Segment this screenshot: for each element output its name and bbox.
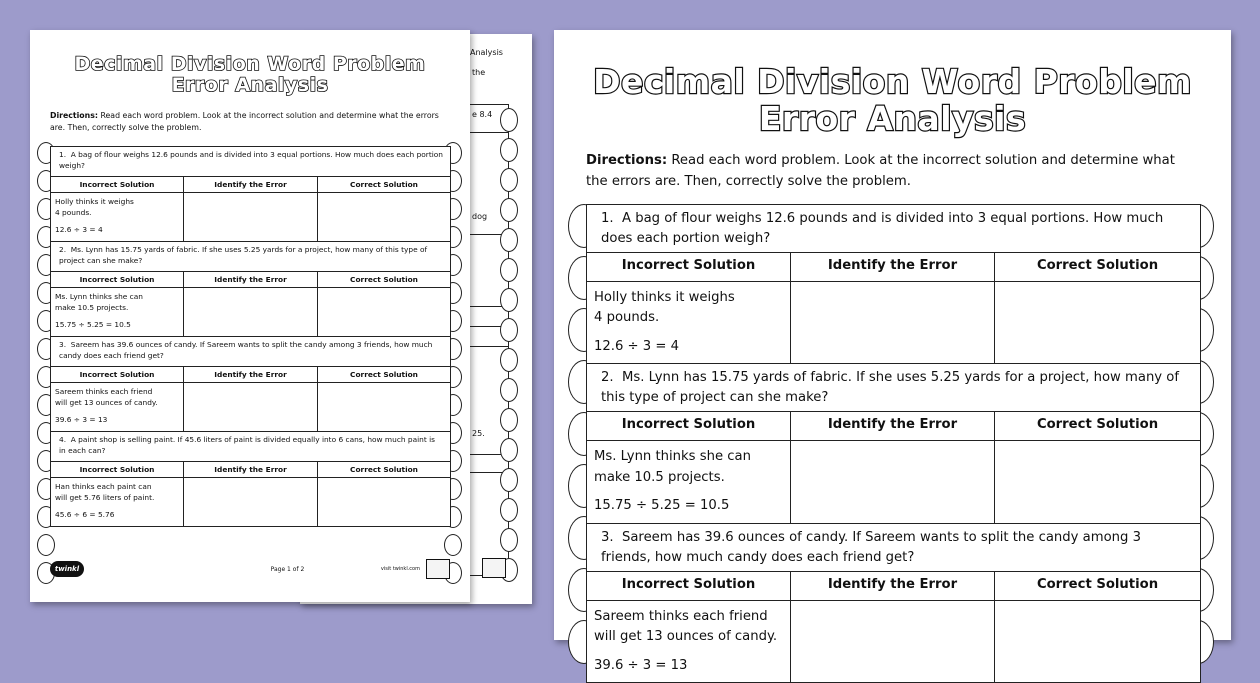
back-scallops (500, 104, 520, 584)
claim-line-2: will get 13 ounces of candy. (594, 629, 778, 645)
claim-line-2: make 10.5 projects. (55, 303, 129, 313)
col-identify-error: Identify the Error (184, 177, 318, 193)
header-row (587, 571, 1201, 600)
worksheet-zoomed-page (554, 30, 1231, 673)
website-link[interactable]: visit twinkl.com (380, 566, 420, 572)
header-row (51, 462, 451, 478)
work-line: 45.6 ÷ 6 = 5.76 (55, 510, 115, 520)
col-correct-solution: Correct Solution (995, 571, 1201, 600)
directions (50, 110, 450, 133)
question-row (51, 147, 451, 177)
back-fragment-e84: e 8.4 (472, 110, 493, 119)
scallop (444, 534, 462, 556)
col-incorrect-solution: Incorrect Solution (587, 571, 791, 600)
question-number: 2. (59, 245, 67, 254)
work-line: 15.75 ÷ 5.25 = 10.5 (594, 498, 730, 514)
col-incorrect-solution: Incorrect Solution (587, 412, 791, 441)
identify-error-cell[interactable] (184, 478, 318, 527)
worksheet-thumbnail-page (30, 30, 470, 602)
directions-large (586, 150, 1200, 192)
scallop (500, 528, 518, 552)
col-identify-error: Identify the Error (184, 462, 318, 478)
back-badge-icon (482, 558, 506, 578)
scallop (500, 108, 518, 132)
col-correct-solution: Correct Solution (318, 272, 451, 288)
question-number: 2. (601, 370, 614, 386)
col-correct-solution: Correct Solution (995, 253, 1201, 282)
back-fragment-analysis: Analysis (470, 48, 503, 57)
identify-error-cell[interactable] (184, 193, 318, 242)
scallop (500, 258, 518, 282)
scallop (500, 468, 518, 492)
col-incorrect-solution: Incorrect Solution (51, 462, 184, 478)
answer-row (587, 282, 1201, 364)
question-text: A bag of flour weighs 12.6 pounds and is divided into 3 equal portions. How much does each portion weigh? (601, 211, 1164, 246)
work-line: 39.6 ÷ 3 = 13 (55, 415, 108, 425)
problems-table-large-viewport (586, 204, 1200, 673)
question-row (587, 364, 1201, 412)
scallop (500, 348, 518, 372)
scallop (500, 138, 518, 162)
answer-row (51, 193, 451, 242)
scallop (500, 378, 518, 402)
scallop (500, 408, 518, 432)
back-fragment-dog: dog (472, 212, 488, 221)
claim-line-1: Holly thinks it weighs (55, 197, 134, 206)
col-incorrect-solution: Incorrect Solution (587, 253, 791, 282)
claim-line-1: Han thinks each paint can (55, 482, 152, 491)
work-line: 39.6 ÷ 3 = 13 (594, 657, 688, 673)
question-number: 3. (601, 529, 614, 545)
col-incorrect-solution: Incorrect Solution (51, 367, 184, 383)
answer-row (587, 600, 1201, 682)
quality-badge-icon (426, 559, 450, 579)
identify-error-cell[interactable] (791, 441, 995, 523)
claim-line-2: will get 13 ounces of candy. (55, 398, 158, 408)
identify-error-cell[interactable] (791, 600, 995, 682)
scallop (500, 288, 518, 312)
question-text: Ms. Lynn has 15.75 yards of fabric. If she uses 5.25 yards for a project, how many of this type of project can she make? (601, 370, 1180, 406)
claim-line-2: make 10.5 projects. (594, 469, 725, 485)
answer-row (51, 288, 451, 337)
header-row (587, 253, 1201, 282)
correct-solution-cell[interactable] (318, 193, 451, 242)
question-row (587, 523, 1201, 571)
correct-solution-cell[interactable] (995, 600, 1201, 682)
question-row (51, 432, 451, 462)
question-text: Sareem has 39.6 ounces of candy. If Sareem wants to split the candy among 3 friends, how much candy does each friend get? (59, 340, 433, 360)
claim-line-2: 4 pounds. (55, 208, 92, 218)
correct-solution-cell[interactable] (995, 282, 1201, 364)
identify-error-cell[interactable] (791, 282, 995, 364)
col-correct-solution: Correct Solution (318, 177, 451, 193)
col-correct-solution: Correct Solution (995, 412, 1201, 441)
answer-row (51, 478, 451, 527)
question-text: A bag of flour weighs 12.6 pounds and is divided into 3 equal portions. How much does each portion weigh? (59, 150, 443, 170)
answer-row (587, 441, 1201, 523)
col-incorrect-solution: Incorrect Solution (51, 177, 184, 193)
correct-solution-cell[interactable] (995, 441, 1201, 523)
work-line: 15.75 ÷ 5.25 = 10.5 (55, 320, 131, 330)
header-row (51, 367, 451, 383)
question-number: 4. (59, 435, 67, 444)
back-fragment-the: the (472, 68, 486, 77)
col-identify-error: Identify the Error (791, 253, 995, 282)
title-line-2: Error Analysis (171, 74, 329, 97)
header-row (587, 412, 1201, 441)
back-fragment-25: 25. (472, 429, 485, 438)
problems-table-thumbnail (50, 146, 451, 527)
correct-solution-cell[interactable] (318, 288, 451, 337)
col-identify-error: Identify the Error (184, 272, 318, 288)
work-line: 12.6 ÷ 3 = 4 (55, 225, 103, 235)
claim-line-1: Sareem thinks each friend (55, 387, 153, 396)
title-line-1: Decimal Division Word Problem (74, 53, 426, 75)
col-identify-error: Identify the Error (791, 412, 995, 441)
question-row (51, 337, 451, 367)
page-title (30, 54, 470, 97)
claim-line-1: Ms. Lynn thinks she can (55, 292, 143, 301)
scallop (500, 438, 518, 462)
correct-solution-cell[interactable] (318, 383, 451, 432)
answer-row (51, 383, 451, 432)
twinkl-logo: twinkl (50, 561, 84, 577)
scallop (500, 498, 518, 522)
scallop (500, 318, 518, 342)
scallop (500, 168, 518, 192)
scallop (37, 534, 55, 556)
header-row (51, 272, 451, 288)
col-identify-error: Identify the Error (184, 367, 318, 383)
page-footer (50, 558, 450, 580)
directions-text: Read each word problem. Look at the incorrect solution and determine what the errors are. Then, correctly solve the problem. (586, 153, 1175, 190)
page-title-large (554, 64, 1231, 138)
claim-line-1: Holly thinks it weighs (594, 290, 735, 305)
identify-error-cell[interactable] (184, 383, 318, 432)
claim-line-1: Ms. Lynn thinks she can (594, 449, 751, 465)
claim-line-1: Sareem thinks each friend (594, 608, 768, 624)
question-text: A paint shop is selling paint. If 45.6 liters of paint is divided equally into 6 cans, how much paint is in each can? (59, 435, 436, 455)
col-identify-error: Identify the Error (791, 571, 995, 600)
scallop (500, 198, 518, 222)
header-row (51, 177, 451, 193)
scallop (500, 228, 518, 252)
identify-error-cell[interactable] (184, 288, 318, 337)
directions-label: Directions: (50, 111, 98, 120)
col-correct-solution: Correct Solution (318, 462, 451, 478)
question-text: Sareem has 39.6 ounces of candy. If Sareem wants to split the candy among 3 friends, how much candy does each friend get? (601, 529, 1141, 565)
problems-table-large (586, 204, 1201, 683)
question-row (587, 205, 1201, 253)
directions-text: Read each word problem. Look at the incorrect solution and determine what the errors are. Then, correctly solve the problem. (50, 111, 439, 132)
question-row (51, 242, 451, 272)
title-line-1: Decimal Division Word Problem (593, 62, 1192, 101)
page-number: Page 1 of 2 (270, 565, 305, 573)
work-line: 12.6 ÷ 3 = 4 (594, 338, 680, 354)
question-text: Ms. Lynn has 15.75 yards of fabric. If she uses 5.25 yards for a project, how many of this type of project can she make? (59, 245, 428, 265)
title-line-2: Error Analysis (758, 98, 1027, 138)
claim-line-2: will get 5.76 liters of paint. (55, 493, 155, 503)
question-number: 3. (59, 340, 67, 349)
col-correct-solution: Correct Solution (318, 367, 451, 383)
claim-line-2: 4 pounds. (594, 310, 660, 326)
col-incorrect-solution: Incorrect Solution (51, 272, 184, 288)
question-number: 1. (601, 211, 614, 226)
directions-label: Directions: (586, 153, 668, 168)
correct-solution-cell[interactable] (318, 478, 451, 527)
question-number: 1. (59, 150, 67, 159)
